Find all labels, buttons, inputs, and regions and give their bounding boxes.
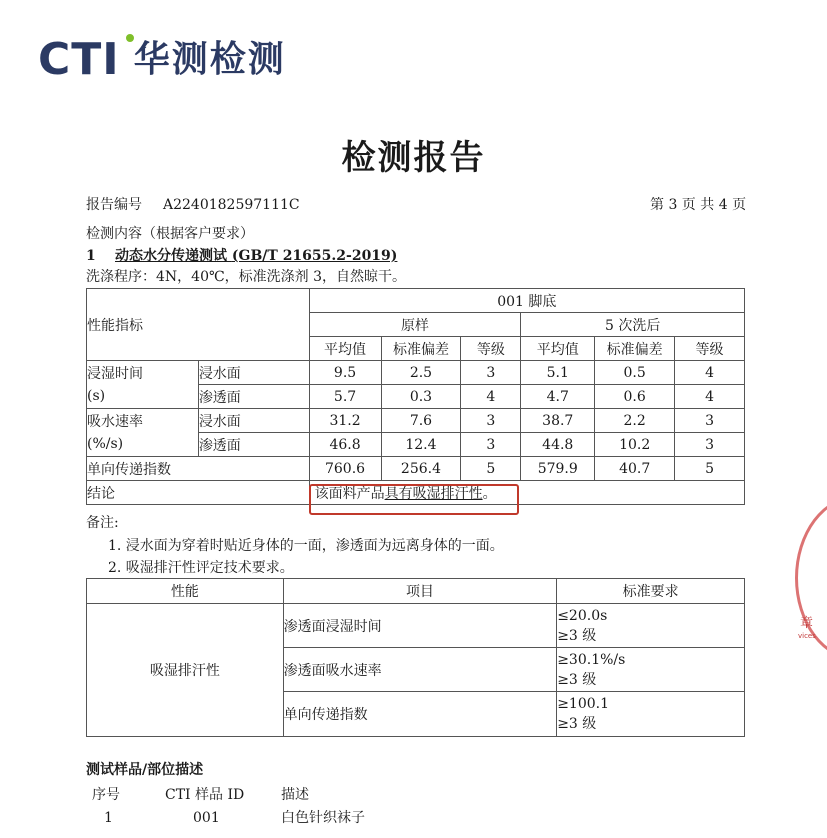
row-label — [87, 361, 199, 409]
req-line: ≤20.0s — [557, 607, 608, 624]
face-label: 浸水面 — [198, 409, 309, 433]
cell: 5 — [461, 457, 521, 481]
cell: 4 — [675, 385, 745, 409]
table-row — [87, 361, 745, 385]
req-line: ≥3 级 — [557, 671, 597, 688]
conclusion-label: 结论 — [87, 481, 310, 505]
conclusion-prefix: 该面料产品 — [314, 485, 385, 502]
perf-cell: 吸湿排汗性 — [87, 604, 284, 737]
cell: 3 — [461, 409, 521, 433]
section-name: 动态水分传递测试 — [115, 248, 227, 264]
cell: 5.7 — [309, 385, 381, 409]
item-cell: 单向传递指数 — [283, 692, 557, 737]
page-number: 第 3 页 共 4 页 — [650, 197, 747, 213]
item-cell: 渗透面吸水速率 — [283, 648, 557, 692]
cell: 3 — [461, 433, 521, 457]
cell: 38.7 — [521, 409, 595, 433]
sub-header: 等级 — [675, 337, 745, 361]
row-label-line2: (s) — [87, 387, 106, 404]
sample-no: 1 — [104, 810, 113, 826]
face-label: 渗透面 — [198, 385, 309, 409]
sample-header: 001 脚底 — [309, 289, 744, 313]
req-header: 标准要求 — [557, 579, 745, 604]
item-cell: 渗透面浸湿时间 — [283, 604, 557, 648]
cell: 2.2 — [595, 409, 675, 433]
req-cell — [557, 648, 745, 692]
logo-name: 华测检测 — [133, 39, 286, 80]
note-item: 2. 吸湿排汗性评定技术要求。 — [108, 560, 294, 576]
req-line: ≥3 级 — [557, 716, 597, 732]
cell: 579.9 — [521, 457, 595, 481]
table-row — [87, 457, 745, 481]
cell: 4 — [675, 361, 745, 385]
perf-header: 性能指标 — [87, 289, 310, 361]
cell: 9.5 — [309, 361, 381, 385]
req-header: 性能 — [87, 579, 284, 604]
cell: 0.3 — [381, 385, 461, 409]
conclusion-highlight-box — [309, 484, 519, 515]
report-no-label: 报告编号 — [86, 197, 142, 213]
cell: 10.2 — [595, 433, 675, 457]
sub-header: 平均值 — [521, 337, 595, 361]
section-heading — [115, 247, 397, 265]
cell: 0.6 — [595, 385, 675, 409]
notes-title: 备注: — [86, 515, 119, 531]
cell: 4 — [461, 385, 521, 409]
stamp-text: 章 — [800, 616, 814, 631]
cell: 3 — [675, 433, 745, 457]
requirements-table — [86, 578, 745, 737]
cell: 0.5 — [595, 361, 675, 385]
sub-header: 标准偏差 — [595, 337, 675, 361]
face-label: 浸水面 — [198, 361, 309, 385]
table-row — [87, 409, 745, 433]
samples-header-no: 序号 — [92, 787, 120, 803]
cell: 12.4 — [381, 433, 461, 457]
wash-procedure: 洗涤程序：4N，40℃，标准洗涤剂 3，自然晾干。 — [86, 269, 406, 285]
note-item: 1. 浸水面为穿着时贴近身体的一面，渗透面为远离身体的一面。 — [108, 538, 504, 554]
sub-header: 标准偏差 — [381, 337, 461, 361]
row-label — [87, 409, 199, 457]
cell: 7.6 — [381, 409, 461, 433]
company-logo — [38, 36, 286, 84]
cell: 2.5 — [381, 361, 461, 385]
cell: 31.2 — [309, 409, 381, 433]
samples-title: 测试样品/部位描述 — [86, 762, 204, 778]
conclusion-highlight: 具有吸湿排汗性 — [384, 485, 483, 502]
section-standard: (GB/T 21655.2-2019) — [231, 248, 398, 264]
req-cell — [557, 692, 745, 737]
cell: 40.7 — [595, 457, 675, 481]
sub-header: 等级 — [461, 337, 521, 361]
cell: 3 — [675, 409, 745, 433]
req-line: ≥3 级 — [557, 627, 597, 644]
cell: 760.6 — [309, 457, 381, 481]
stamp-small-text: vices — [798, 632, 816, 640]
req-header: 项目 — [283, 579, 557, 604]
group-washed: 5 次洗后 — [521, 313, 745, 337]
samples-header-desc: 描述 — [281, 787, 309, 803]
table-row — [87, 604, 745, 648]
sample-id: 001 — [193, 810, 220, 826]
cell: 4.7 — [521, 385, 595, 409]
req-cell — [557, 604, 745, 648]
sub-header: 平均值 — [309, 337, 381, 361]
samples-header-id: CTI 样品 ID — [165, 787, 245, 803]
logo-brand: CTI — [38, 34, 120, 85]
report-no-value: A2240182597111C — [163, 197, 300, 213]
logo-dot — [126, 34, 134, 42]
report-title: 检测报告 — [341, 138, 486, 178]
row-label-line2: (%/s) — [87, 435, 124, 452]
face-label: 渗透面 — [198, 433, 309, 457]
cell: 5.1 — [521, 361, 595, 385]
row-label: 单向传递指数 — [87, 457, 310, 481]
section-number: 1 — [86, 248, 96, 264]
cell: 3 — [461, 361, 521, 385]
cell: 46.8 — [309, 433, 381, 457]
row-label-line1: 吸水速率 — [87, 413, 143, 430]
req-line: ≥30.1%/s — [557, 651, 626, 668]
group-original: 原样 — [309, 313, 521, 337]
cell: 44.8 — [521, 433, 595, 457]
req-line: ≥100.1 — [557, 696, 610, 712]
row-label-line1: 浸湿时间 — [87, 365, 143, 382]
results-table — [86, 288, 745, 505]
cell: 5 — [675, 457, 745, 481]
conclusion-suffix: 。 — [482, 485, 497, 502]
content-label: 检测内容（根据客户要求） — [86, 226, 254, 242]
sample-desc: 白色针织袜子 — [281, 810, 365, 826]
cell: 256.4 — [381, 457, 461, 481]
